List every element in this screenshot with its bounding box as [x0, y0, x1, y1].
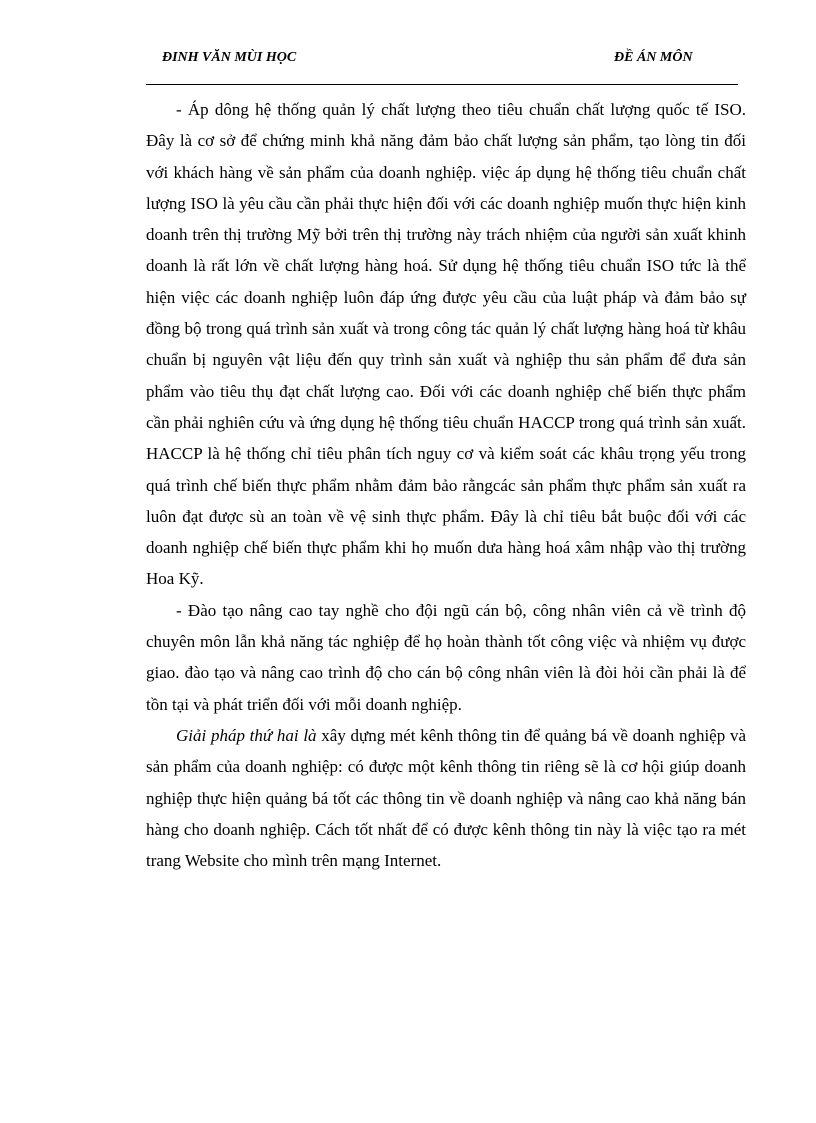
- paragraph-solution-two-lead: Giải pháp thứ hai là: [176, 725, 317, 745]
- paragraph-iso-text: - Áp dông hệ thống quản lý chất lượng theo tiêu chuẩn chất lượng quốc tế ISO. Đây là cơ sở để chứng minh khả năng đảm bảo chất lượng sản phẩm, tạo lòng tin đối với khách hàng về sản phẩm của doanh nghiệp. việc áp dụng hệ thống tiêu chuẩn chất lượng ISO là yêu cầu cần phải thực hiện đối với các doanh nghiệp muốn thực hiện kinh doanh trên thị trường Mỹ bởi trên thị trường này trách nhiệm của người sản xuất khinh doanh là rất lớn về chất lượng hàng hoá. Sử dụng hệ thống tiêu chuẩn ISO tức là thể hiện việc các doanh nghiệp luôn đáp ứng được yêu cầu của luật pháp và đảm bảo sự đồng bộ trong quá trình sản xuất và trong công tác quản lý chất lượng hàng hoá từ khâu chuẩn bị nguyên vật liệu đến quy trình sản xuất và nghiệp thu sản phẩm để đưa sản phẩm vào tiêu thụ đạt chất lượng cao. Đối với các doanh nghiệp chế biến thực phẩm cần phải nghiên cứu và ứng dụng hệ thống tiêu chuẩn HACCP trong quá trình sản xuất. HACCP là hệ thống chỉ tiêu phân tích nguy cơ và kiểm soát các khâu trọng yếu trong quá trình chế biến thực phẩm nhằm đảm bảo rằngcác sản phẩm thực phẩm sản xuất ra luôn đạt được sù an toàn về vệ sinh thực phẩm. Đây là chỉ tiêu bắt buộc đối với các doanh nghiệp chế biến thực phẩm khi họ muốn dưa hàng hoá xâm nhập vào thị trường Hoa Kỹ.: [146, 100, 746, 589]
- paragraph-training-text: - Đào tạo nâng cao tay nghề cho đội ngũ cán bộ, công nhân viên cả về trình độ chuyên môn lẫn khả năng tác nghiệp để họ hoàn thành tốt công việc và nhiệm vụ được giao. đào tạo và nâng cao trình độ cho cán bộ công nhân viên là đòi hỏi cần phải là để tồn tại và phát triển đối với mỗi doanh nghiệp.: [146, 600, 746, 714]
- paragraph-solution-two-text: xây dựng mét kênh thông tin để quảng bá về doanh nghiệp và sản phẩm của doanh nghiệp: có được một kênh thông tin riêng sẽ là cơ hội giúp doanh nghiệp thực hiện quảng bá tốt các thông tin về doanh nghiệp và nâng cao khả năng bán hàng cho doanh nghiệp. Cách tốt nhất để có được kênh thông tin này là việc tạo ra mét trang Website cho mình trên mạng Internet.: [146, 725, 746, 871]
- paragraph-training: [146, 595, 746, 720]
- page-header: [146, 48, 738, 85]
- header-author: ĐINH VĂN MÙI HỌC: [162, 50, 297, 65]
- document-body: [146, 94, 746, 876]
- paragraph-iso: [146, 94, 746, 595]
- paragraph-solution-two: [146, 720, 746, 876]
- header-title: ĐỀ ÁN MÔN: [614, 50, 693, 65]
